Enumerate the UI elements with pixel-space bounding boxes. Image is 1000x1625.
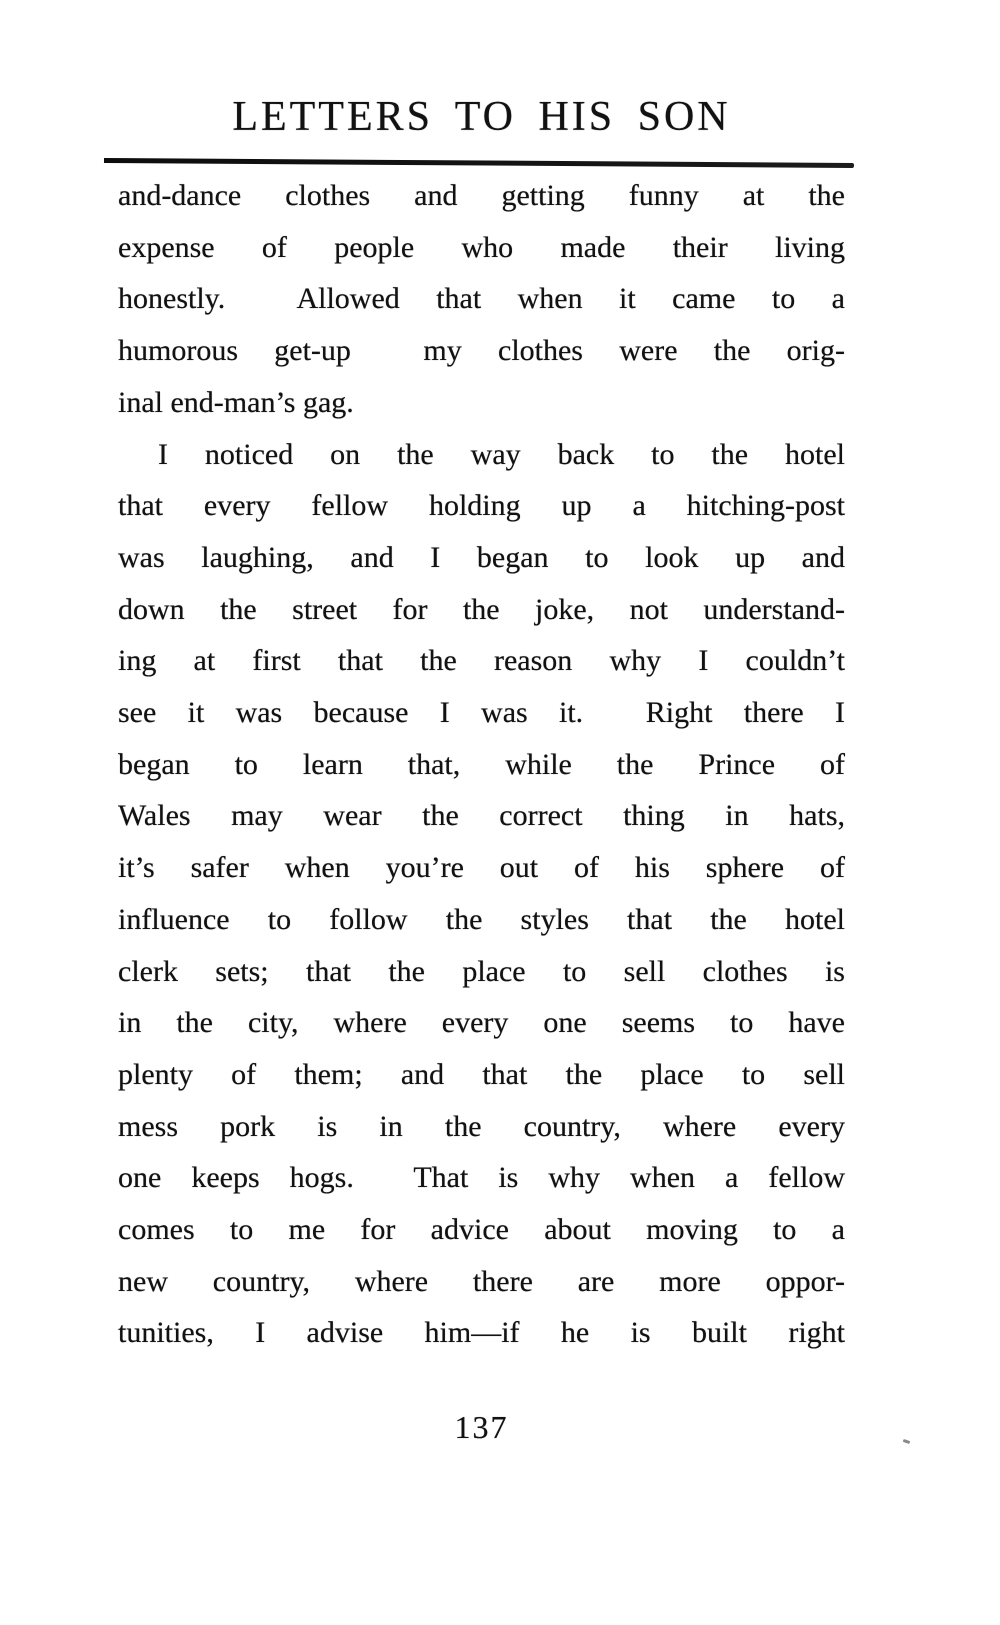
text-line: honestly. Allowed that when it came to a xyxy=(118,282,845,316)
text-line: mess pork is in the country, where every xyxy=(118,1109,845,1143)
text-line: and-dance clothes and getting funny at the xyxy=(118,179,845,212)
ink-speck xyxy=(903,1439,911,1444)
text-line: in the city, where every one seems to have xyxy=(118,1006,845,1040)
text-line: humorous get-up my clothes were the orig- xyxy=(118,334,845,368)
text-line: inal end-man’s gag. xyxy=(118,385,354,419)
text-line: expense of people who made their living xyxy=(118,230,845,264)
text-line: ing at first that the reason why I couldn’t xyxy=(118,644,845,678)
text-line: clerk sets; that the place to sell clothes is xyxy=(118,954,845,988)
text-line: I noticed on the way back to the hotel xyxy=(158,437,845,471)
text-line: influence to follow the styles that the hotel xyxy=(118,902,845,936)
page-header: LETTERS TO HIS SON xyxy=(232,94,731,140)
text-line: that every fellow holding up a hitching-post xyxy=(118,489,845,523)
text-line: Wales may wear the correct thing in hats, xyxy=(118,799,845,833)
text-line: began to learn that, while the Prince of xyxy=(118,747,845,781)
text-line: comes to me for advice about moving to a xyxy=(118,1213,845,1247)
text-line: one keeps hogs. That is why when a fellow xyxy=(118,1161,845,1195)
text-line: it’s safer when you’re out of his sphere of xyxy=(118,851,845,885)
text-block xyxy=(118,170,845,1359)
page-number: 137 xyxy=(454,1409,509,1445)
header-rule xyxy=(104,158,854,168)
text-line: tunities, I advise him—if he is built right xyxy=(118,1316,845,1350)
text-line: down the street for the joke, not understand- xyxy=(118,592,845,626)
text-line: was laughing, and I began to look up and xyxy=(118,540,845,574)
text-line: see it was because I was it. Right there I xyxy=(118,696,845,730)
text-line: plenty of them; and that the place to sell xyxy=(118,1057,845,1091)
text-line: new country, where there are more oppor- xyxy=(118,1264,845,1298)
